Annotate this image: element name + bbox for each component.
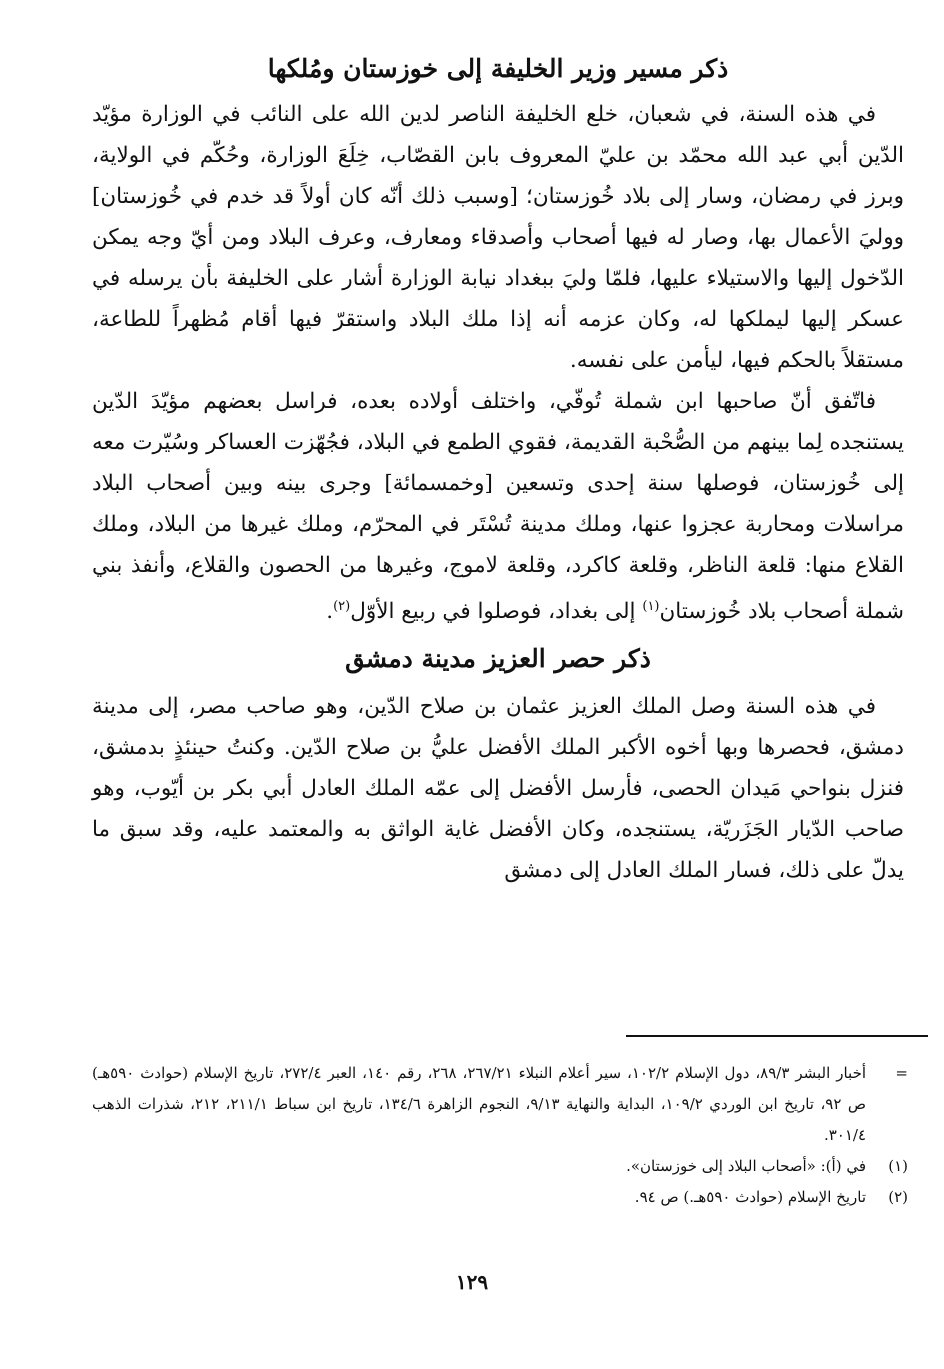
footnote-2 bbox=[92, 1182, 908, 1213]
page-number: ١٢٩ bbox=[455, 1270, 489, 1294]
paragraph-2 bbox=[92, 381, 904, 632]
section-heading-damascus: ذكر حصر العزيز مدينة دمشق bbox=[345, 644, 651, 674]
footnote-text: أخبار البشر ٨٩/٣، دول الإسلام ١٠٢/٢، سير أعلام النبلاء ٢٦٧/٢١، ٢٦٨، رقم ١٤٠، العبر ٢٧٢/٤، تاريخ الإسلام (حوادث ٥٩٠هـ) ص ٩٢، تاريخ ابن الوردي ١٠٩/٢، البداية والنهاية ٩/١٣، النجوم الزاهرة ١٣٤/٦، تاريخ ابن سباط ٢١١/١، ٢١٢، شذرات الذهب ٣٠١/٤. bbox=[92, 1064, 867, 1144]
paragraph-2-end: . bbox=[326, 599, 334, 625]
footnote-text: في (أ): «أصحاب البلاد إلى خوزستان». bbox=[626, 1157, 866, 1175]
footnote-mark: (١) bbox=[888, 1157, 908, 1175]
footnotes bbox=[92, 1058, 908, 1213]
section-heading-khuzestan: ذكر مسير وزير الخليفة إلى خوزستان ومُلكها bbox=[267, 54, 729, 83]
footnote-mark: = bbox=[895, 1064, 908, 1082]
paragraph-1: في هذه السنة، في شعبان، خلع الخليفة الناصر لدين الله على النائب في الوزارة مؤيّد الدّين أبي عبد الله محمّد بن عليّ المعروف بابن القصّاب، خِلَعَ الوزارة، وحُكّم في الولاية، وبرز في رمضان، وسار إلى بلاد خُوزستان؛ [وسبب ذلك أنّه كان أولاً قد خدم في خُوزستان] ووليَ الأعمال بها، وصار له فيها أصحاب وأصدقاء ومعارف، وعرف البلاد ومن أيّ وجه يمكن الدّخول إليها والاستيلاء عليها، فلمّا وليَ ببغداد نيابة الوزارة أشار على الخليفة بأن يرسله في عسكر إليها ليملكها له، وكان عزمه أنه إذا ملك البلاد واستقرّ فيها أقام مُظهراً للطاعة، مستقلاً بالحكم فيها، ليأمن على نفسه. bbox=[92, 102, 904, 373]
paragraph-2-text: فاتّفق أنّ صاحبها ابن شملة تُوفّي، واختلف أولاده بعده، فراسل بعضهم مؤيّدَ الدّين يستنجده لِما بينهم من الصُّحْبة القديمة، فقوي الطمع في البلاد، فجُهّزت العساكر وسُيّرت معه إلى خُوزستان، فوصلها سنة إحدى وتسعين [وخمسمائة] وجرى بينه وبين أصحاب البلاد مراسلات ومحاربة عجزوا عنها، وملك مدينة تُسْتَر في المحرّم، وملك غيرها من البلاد، وملك القلاع منها: قلعة الناظر، وقلعة كاكرد، وقلعة لاموج، وغيرها من الحصون والقلاع، وأنفذ بني شملة أصحاب بلاد خُوزستان bbox=[92, 389, 904, 625]
footnote-1 bbox=[92, 1151, 908, 1182]
footnote-text: تاريخ الإسلام (حوادث ٥٩٠هـ.) ص ٩٤. bbox=[634, 1188, 866, 1206]
footnote-ref-1: (١) bbox=[642, 599, 660, 614]
footnote-separator bbox=[626, 1035, 928, 1037]
footnote-ref-2: (٢) bbox=[333, 599, 351, 614]
main-text bbox=[92, 48, 904, 891]
footnote-continued bbox=[92, 1058, 908, 1151]
paragraph-2-continued: إلى بغداد، فوصلوا في ربيع الأوّل bbox=[350, 599, 643, 625]
footnote-mark: (٢) bbox=[888, 1188, 908, 1206]
paragraph-3: في هذه السنة وصل الملك العزيز عثمان بن صلاح الدّين، وهو صاحب مصر، إلى مدينة دمشق، فحصرها وبها أخوه الأكبر الملك الأفضل عليُّ بن صلاح الدّين. وكنتُ حينئذٍ بدمشق، فنزل بنواحي مَيدان الحصى، فأرسل الأفضل إلى عمّه الملك العادل أبي بكر بن أيّوب، وهو صاحب الدّيار الجَزَريّة، يستنجده، وكان الأفضل غاية الواثق به والمعتمد عليه، وقد سبق ما يدلّ على ذلك، فسار الملك العادل إلى دمشق bbox=[92, 694, 904, 884]
